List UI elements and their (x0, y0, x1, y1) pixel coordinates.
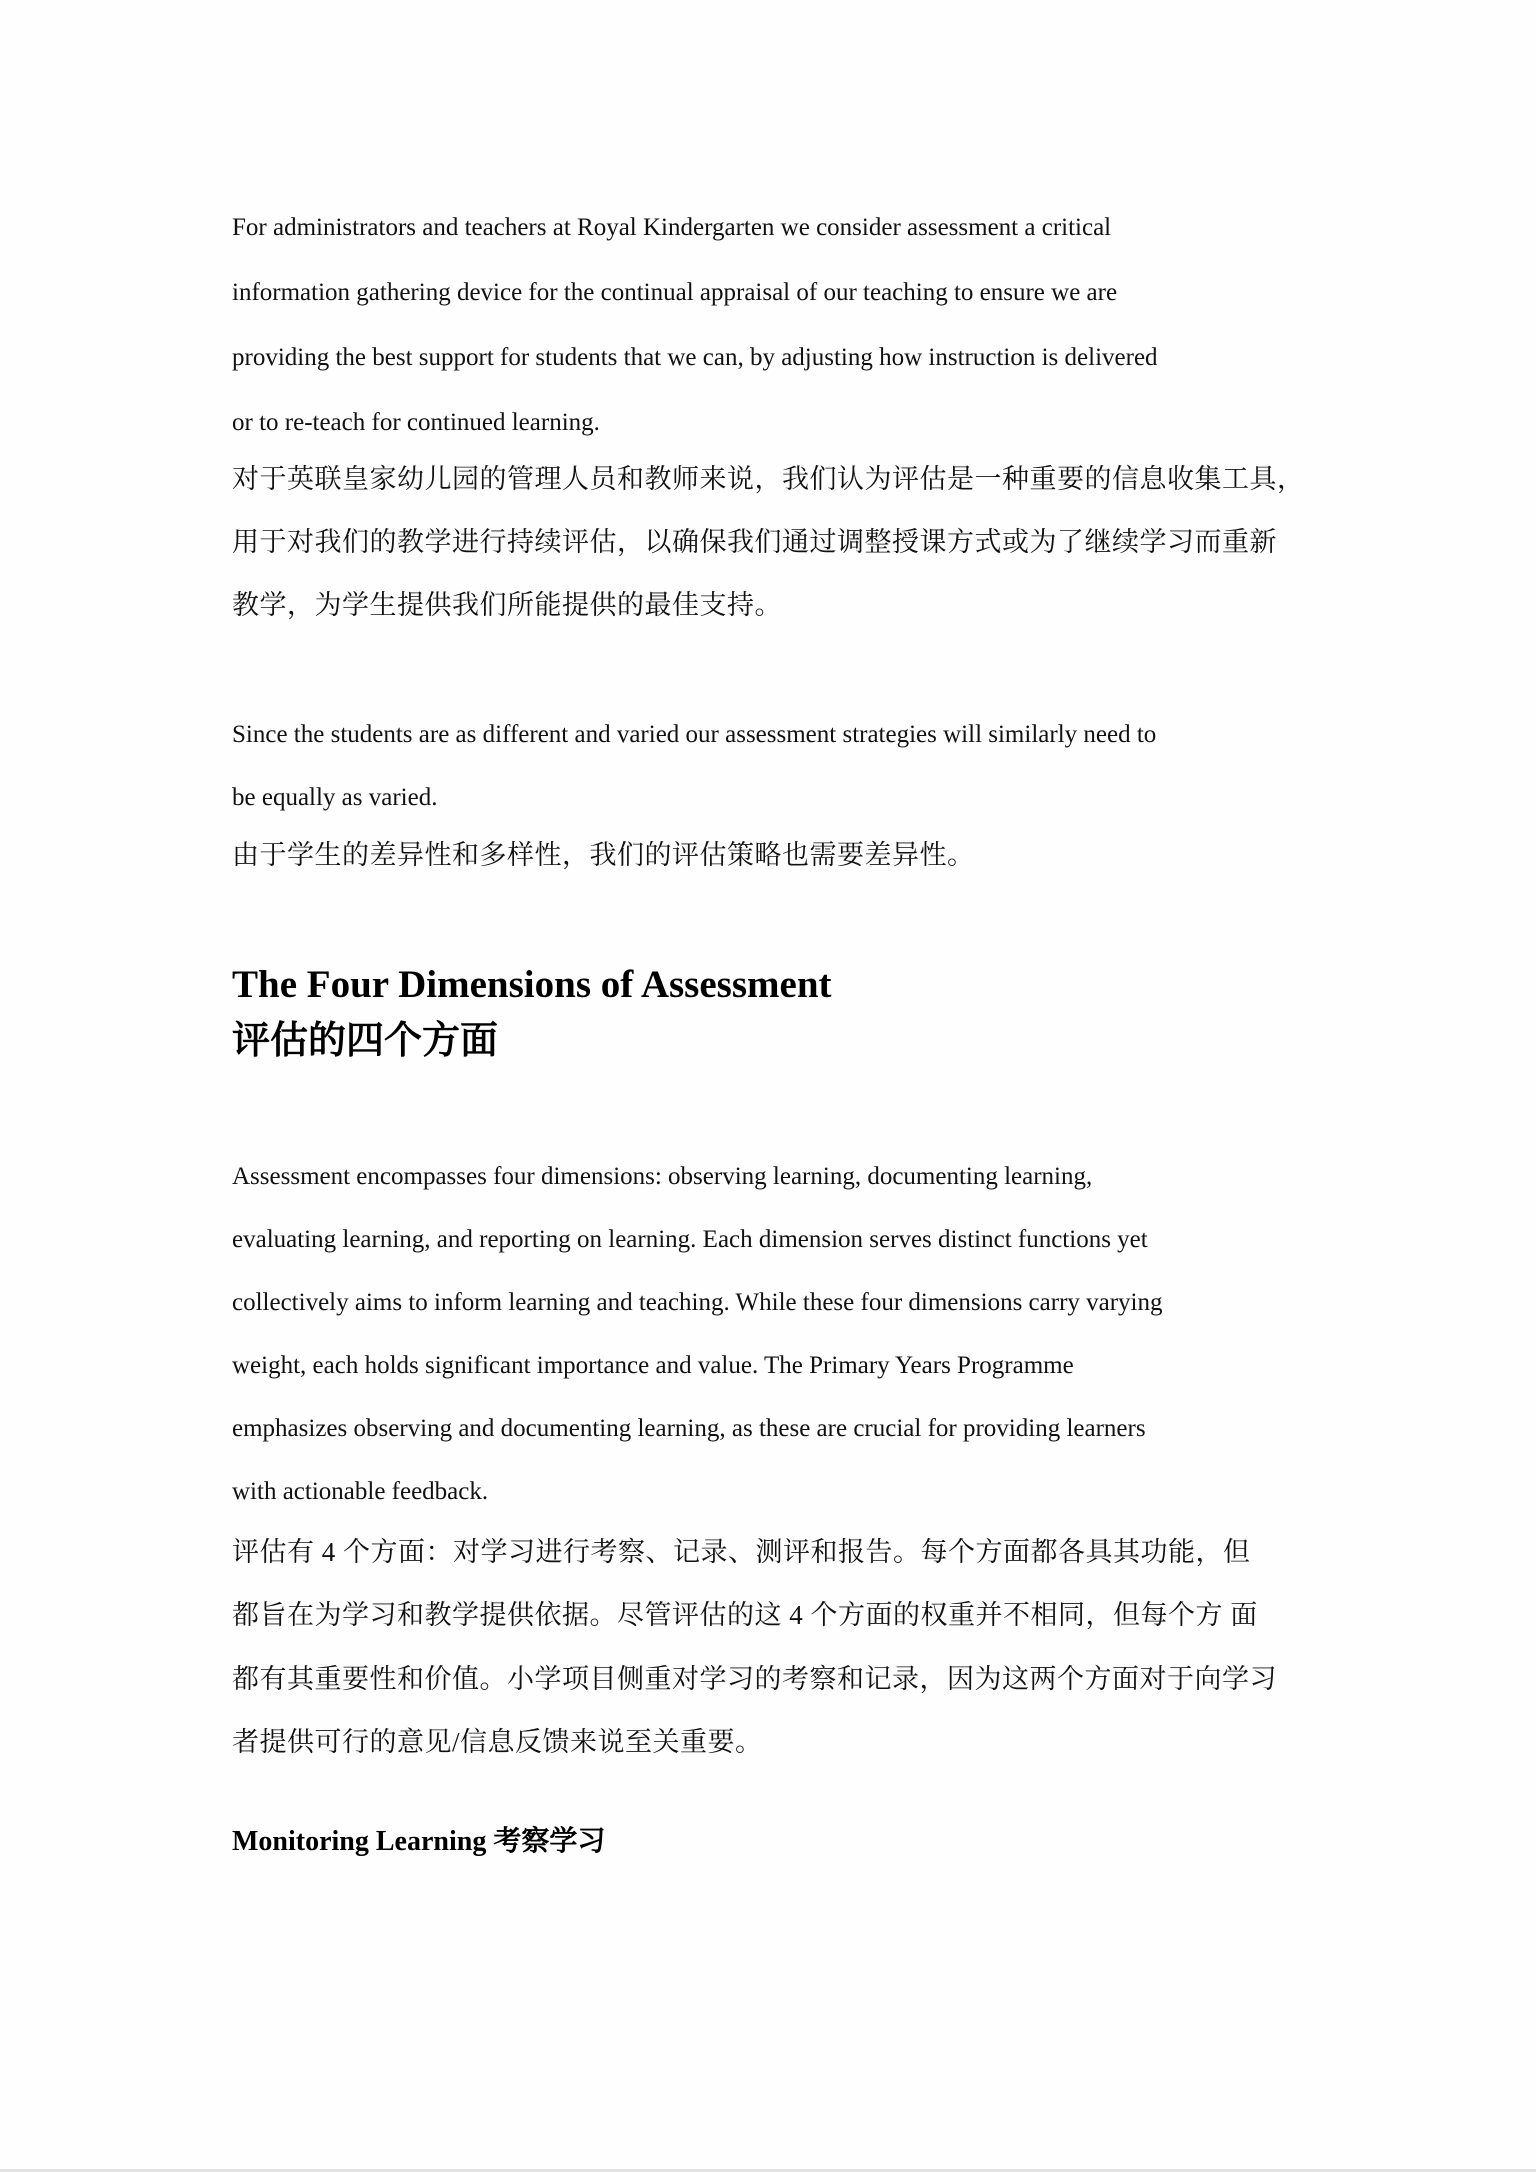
intro-zh-line: 教学，为学生提供我们所能提供的最佳支持。 (232, 590, 782, 620)
intro-en-line: For administrators and teachers at Royal Kindergarten we consider assessment a critical (232, 214, 1112, 241)
dimensions-zh-line: 都旨在为学习和教学提供依据。尽管评估的这 4 个方面的权重并不相同，但每个方 面 (232, 1600, 1258, 1630)
dimensions-zh-line: 都有其重要性和价值。小学项目侧重对学习的考察和记录，因为这两个方面对于向学习 (232, 1664, 1277, 1694)
section-heading-zh: 评估的四个方面 (232, 1020, 499, 1062)
section-heading-en: The Four Dimensions of Assessment (232, 963, 832, 1006)
dimensions-zh-line: 评估有 4 个方面：对学习进行考察、记录、测评和报告。每个方面都各具其功能，但 (232, 1537, 1251, 1567)
intro-en-line: or to re-teach for continued learning. (232, 409, 600, 436)
subheading-monitoring-learning: Monitoring Learning 考察学习 (232, 1826, 606, 1857)
dimensions-en-line: weight, each holds significant importance and value. The Primary Years Programme (232, 1352, 1074, 1379)
dimensions-en-line: collectively aims to inform learning and teaching. While these four dimensions carry varying (232, 1289, 1163, 1316)
dimensions-en-line: with actionable feedback. (232, 1478, 489, 1505)
diversity-zh-line: 由于学生的差异性和多样性，我们的评估策略也需要差异性。 (232, 840, 975, 870)
dimensions-en-line: emphasizes observing and documenting learning, as these are crucial for providing learners (232, 1415, 1146, 1442)
dimensions-en-line: Assessment encompasses four dimensions: observing learning, documenting learning, (232, 1163, 1093, 1190)
intro-en-line: providing the best support for students that we can, by adjusting how instruction is delivered (232, 344, 1158, 371)
intro-zh-line: 用于对我们的教学进行持续评估，以确保我们通过调整授课方式或为了继续学习而重新 (232, 527, 1277, 557)
dimensions-zh-line: 者提供可行的意见/信息反馈来说至关重要。 (232, 1727, 763, 1757)
intro-en-line: information gathering device for the continual appraisal of our teaching to ensure we are (232, 279, 1118, 306)
dimensions-en-line: evaluating learning, and reporting on learning. Each dimension serves distinct functions yet (232, 1226, 1148, 1253)
intro-zh-line: 对于英联皇家幼儿园的管理人员和教师来说，我们认为评估是一种重要的信息收集工具， (232, 464, 1305, 494)
diversity-en-line: be equally as varied. (232, 784, 438, 811)
diversity-en-line: Since the students are as different and varied our assessment strategies will similarly need to (232, 721, 1157, 748)
